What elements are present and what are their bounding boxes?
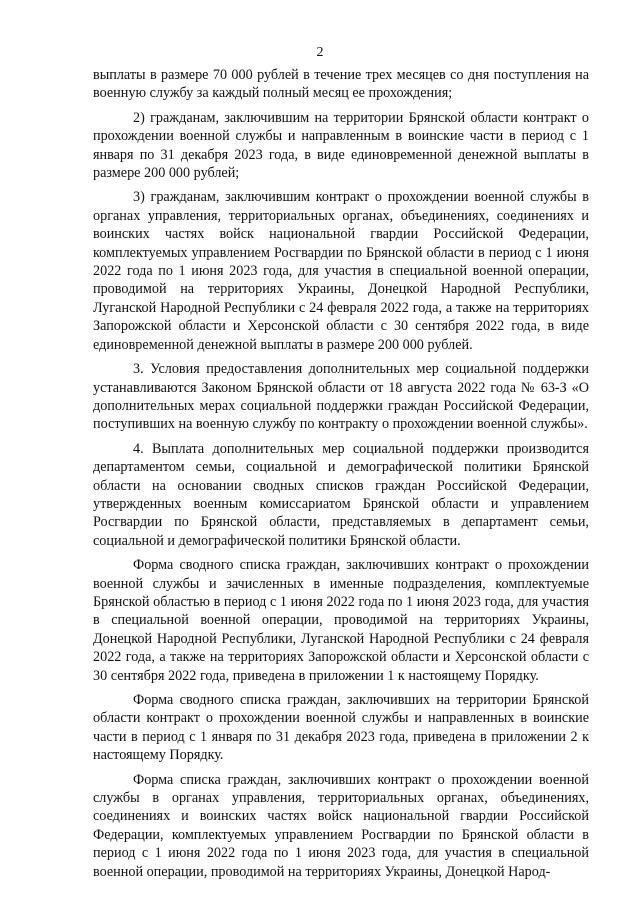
document-body xyxy=(93,66,589,887)
paragraph-form-appendix-2: Форма сводного списка граждан, заключивших на территории Брянской области контракт о прохождении военной службы и направленных в воинские части в период с 1 января по 31 декабря 2023 года, приведена в приложении 2 к настоящему Порядку. xyxy=(93,692,589,764)
paragraph-item-2: 2) гражданам, заключившим на территории Брянской области контракт о прохождении военной службы и направленным в воинские части в период с 1 января по 31 декабря 2023 года, в виде единовременной денежной выплаты в размере 200 000 рублей; xyxy=(93,109,589,182)
paragraph-clause-4: 4. Выплата дополнительных мер социальной поддержки производится департаментом семьи, социальной и демографической политики Брянской области на основании сводных списков граждан Российской Федерации, утвержденных военным комиссариатом Брянской области и управлением Росгвардии по Брянской области, представляемых в департамент семьи, социальной и демографической политики Брянской области. xyxy=(93,440,589,549)
paragraph-form-list: Форма списка граждан, заключивших контракт о прохождении военной службы в органах управления, территориальных органах, объединениях, соединениях и воинских частях войск национальной гвардии Российской Федерации, комплектуемых управлением Росгвардии по Брянской области в период с 1 июня 2022 года по 1 июня 2023 года, для участия в специальной военной операции, проводимой на территориях Украины, Донецкой Народ- xyxy=(93,771,589,880)
paragraph-continuation: выплаты в размере 70 000 рублей в течение трех месяцев со дня поступления на военную службу за каждый полный месяц ее прохождения; xyxy=(93,67,589,102)
paragraph-clause-3: 3. Условия предоставления дополнительных мер социальной поддержки устанавливаются Законом Брянской области от 18 августа 2022 года № 63-З «О дополнительных мерах социальной поддержки граждан Российской Федерации, поступивших на военную службу по контракту о прохождении военной службы». xyxy=(93,361,589,433)
paragraph-form-appendix-1: Форма сводного списка граждан, заключивших контракт о прохождении военной службы и зачисленных в именные подразделения, комплектуемые Брянской областью в период с 1 июня 2022 года по 1 июня 2023 года, для участия в специальной военной операции, проводимой на территориях Украины, Донецкой Народной Республики, Луганской Народной Республики с 24 февраля 2022 года, а также на территориях Запорожской области и Херсонской области с 30 сентября 2022 года, приведена в приложении 1 к настоящему Порядку. xyxy=(93,557,589,684)
paragraph-item-3: 3) гражданам, заключившим контракт о прохождении военной службы в органах управления, территориальных органах, объединениях, соединениях и воинских частях войск национальной гвардии Российской Федерации, комплектуемых управлением Росгвардии по Брянской области в период с 1 июня 2022 года по 1 июня 2023 года, для участия в специальной военной операции, проводимой на территориях Украины, Донецкой Народной Республики, Луганской Народной Республики с 24 февраля 2022 года, а также на территориях Запорожской области и Херсонской области с 30 сентября 2022 года, в виде единовременной денежной выплаты в размере 200 000 рублей. xyxy=(93,189,589,353)
page-number: 2 xyxy=(316,45,324,60)
